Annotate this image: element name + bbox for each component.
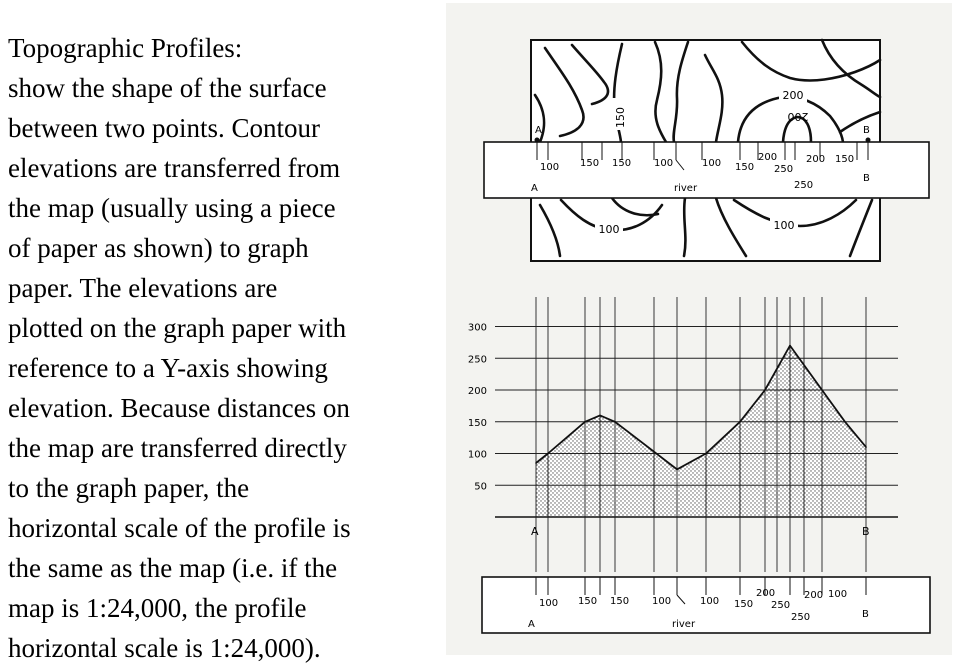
profile-point: [584, 421, 586, 423]
map-strip-tick-label: 250: [774, 164, 794, 175]
profile-figure: [446, 3, 952, 655]
profile-point: [739, 421, 741, 423]
contour-label-100-left: 100: [598, 223, 620, 236]
contour-label-200: 200: [782, 89, 804, 102]
y-tick-label: 250: [467, 354, 487, 366]
y-tick-label: 150: [467, 417, 487, 429]
description-line: to the graph paper, the: [8, 473, 250, 503]
profile-point-b-label: B: [862, 525, 870, 538]
profile-point: [547, 453, 549, 455]
profile-graph: [468, 297, 898, 572]
profile-point-a-label: A: [531, 525, 539, 538]
description-line: between two points. Contour: [8, 113, 320, 143]
map-point-b-label: B: [863, 125, 870, 136]
y-tick-label: 50: [474, 481, 487, 493]
description-line: elevation. Because distances on: [8, 393, 350, 423]
profile-point: [599, 415, 601, 417]
map-strip-tick-label: 150: [612, 158, 632, 169]
profile-point: [789, 345, 791, 347]
profile-point: [705, 453, 707, 455]
profile-point: [821, 389, 823, 391]
description-line: plotted on the graph paper with: [8, 313, 347, 343]
profile-strip-tick-label: 150: [734, 599, 754, 610]
map-strip-tick-label: 150: [580, 158, 600, 169]
profile-strip-b-label: B: [862, 609, 869, 620]
map-strip-tick-label: 100: [654, 158, 674, 169]
description-line: map is 1:24,000, the profile: [8, 593, 307, 623]
description-line: reference to a Y-axis showing: [8, 353, 328, 383]
profile-strip-tick-label: 100: [828, 589, 848, 600]
profile-strip-a-label: A: [528, 619, 535, 630]
y-tick-label: 100: [467, 449, 487, 461]
profile-strip-river-label: river: [672, 619, 696, 630]
profile-strip-tick-label: 150: [578, 596, 598, 607]
contour-label-100-right: 100: [773, 219, 795, 232]
map-point-a-label: A: [535, 125, 542, 136]
description-line: the same as the map (i.e. if the: [8, 553, 338, 583]
profile-point: [676, 469, 678, 471]
map-strip-a-label: A: [531, 183, 538, 194]
profile-point: [865, 446, 867, 448]
profile-strip-tick-label: 200: [804, 590, 824, 601]
description-line: the map are transferred directly: [8, 433, 347, 463]
profile-point: [764, 389, 766, 391]
description-text: [8, 28, 438, 668]
map-strip-tick-label: 150: [835, 154, 855, 165]
contour-line: [684, 198, 685, 256]
description-line: the map (usually using a piece: [8, 193, 336, 223]
map-strip-b-label: B: [863, 173, 870, 184]
map-paper-strip: [484, 142, 929, 198]
map-strip-river-label: river: [674, 183, 698, 194]
profile-strip-tick-label: 100: [700, 596, 720, 607]
profile-strip-tick-label: 100: [652, 596, 672, 607]
figure-svg: [446, 3, 952, 655]
contour-label-150: 150: [614, 107, 627, 128]
contour-label-200-inverted: 200: [787, 110, 809, 123]
description-line: paper. The elevations are: [8, 273, 278, 303]
description-line: horizontal scale is 1:24,000).: [8, 633, 321, 663]
description-line: show the shape of the surface: [8, 73, 327, 103]
profile-strip-tick-label: 100: [539, 598, 559, 609]
description-title: Topographic Profiles:: [8, 33, 243, 63]
description-line: elevations are transferred from: [8, 153, 341, 183]
map-strip-tick-label: 200: [806, 154, 826, 165]
map-strip-tick-label: 200: [758, 152, 778, 163]
profile-strip-tick-label: 150: [610, 596, 630, 607]
profile-paper-strip: [482, 577, 930, 633]
profile-point: [614, 421, 616, 423]
map-strip-tick-label: 100: [540, 162, 560, 173]
profile-strip-tick-label: 250: [771, 600, 791, 611]
map-strip-tick-label: 150: [735, 162, 755, 173]
y-axis: [468, 323, 487, 493]
profile-area: [536, 346, 866, 517]
profile-strip-tick-label: 200: [756, 588, 776, 599]
profile-point: [844, 421, 846, 423]
profile-point: [535, 462, 537, 464]
description-line: horizontal scale of the profile is: [8, 513, 351, 543]
profile-strip-250-label: 250: [791, 612, 811, 623]
y-tick-label: 300: [467, 322, 487, 334]
description-line: of paper as shown) to graph: [8, 233, 309, 263]
y-tick-label: 200: [467, 386, 487, 397]
map-strip-250-label: 250: [794, 180, 814, 191]
map-strip-tick-label: 100: [702, 158, 722, 169]
